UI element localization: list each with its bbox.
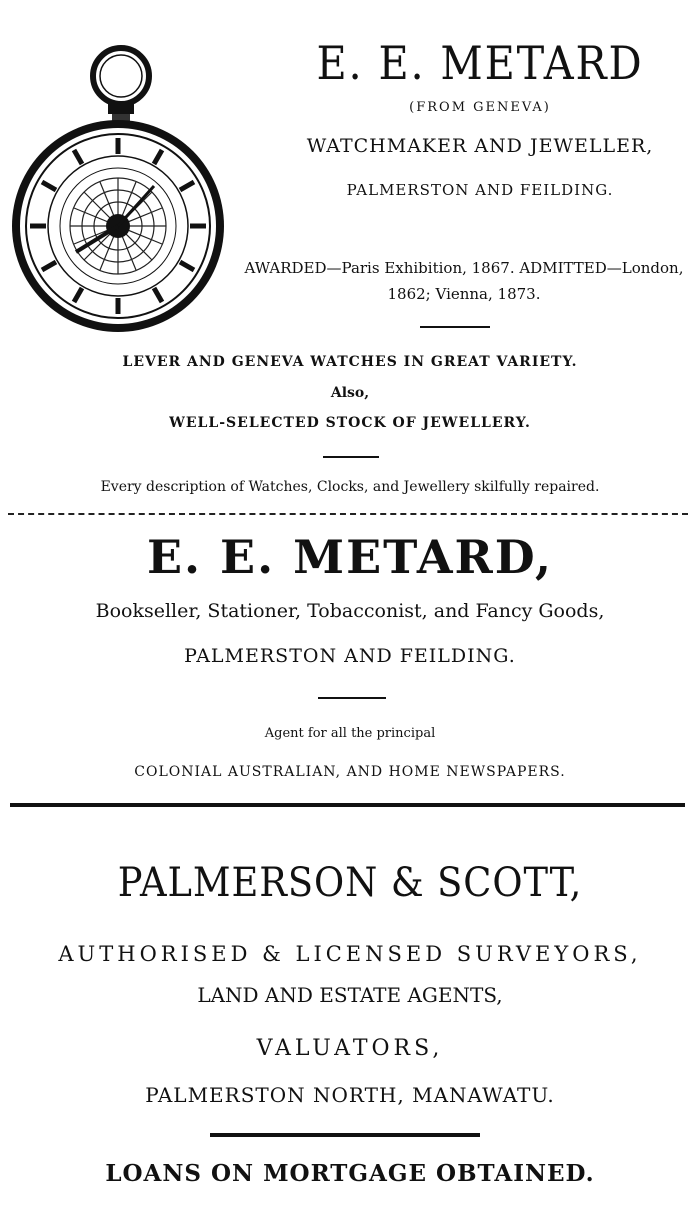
watchmaker-places: PALMERSTON AND FEILDING. <box>346 181 614 199</box>
watchmaker-name: E. E. METARD <box>316 36 644 90</box>
section-separator <box>8 513 688 515</box>
watchmaker-origin: (FROM GENEVA) <box>409 100 551 115</box>
agent-notice: Agent for all the principal <box>264 726 436 741</box>
newspapers-list: COLONIAL AUSTRALIAN, AND HOME NEWSPAPERS. <box>134 764 566 780</box>
repairs-notice: Every description of Watches, Clocks, and Jewellery skilfully repaired. <box>100 479 600 495</box>
bookseller-trade: Bookseller, Stationer, Tobacconist, and Fancy Goods, <box>95 600 605 622</box>
surveyors-name: PALMERSON & SCOTT, <box>117 860 583 906</box>
also-label: Also, <box>330 385 370 401</box>
estate-agents: LAND AND ESTATE AGENTS, <box>197 983 503 1007</box>
watchmaker-trade: WATCHMAKER AND JEWELLER, <box>306 135 654 157</box>
divider <box>420 326 490 328</box>
watchmaker-awards: AWARDED—Paris Exhibition, 1867. ADMITTED—London, 1862; Vienna, 1873. <box>244 259 684 303</box>
jewellery-stock: WELL-SELECTED STOCK OF JEWELLERY. <box>169 415 531 431</box>
pocket-watch-illustration <box>4 26 224 334</box>
divider <box>210 1133 480 1137</box>
surveyors-title: AUTHORISED & LICENSED SURVEYORS, <box>58 942 642 966</box>
divider <box>323 456 379 458</box>
loans-notice: LOANS ON MORTGAGE OBTAINED. <box>105 1160 595 1187</box>
watches-variety: LEVER AND GENEVA WATCHES IN GREAT VARIETY. <box>122 354 578 370</box>
surveyors-location: PALMERSTON NORTH, MANAWATU. <box>145 1083 555 1107</box>
bookseller-name: E. E. METARD, <box>146 530 554 584</box>
valuators: VALUATORS, <box>256 1036 444 1061</box>
bookseller-places: PALMERSTON AND FEILDING. <box>184 645 516 667</box>
divider <box>318 697 386 699</box>
section-separator <box>10 803 685 807</box>
